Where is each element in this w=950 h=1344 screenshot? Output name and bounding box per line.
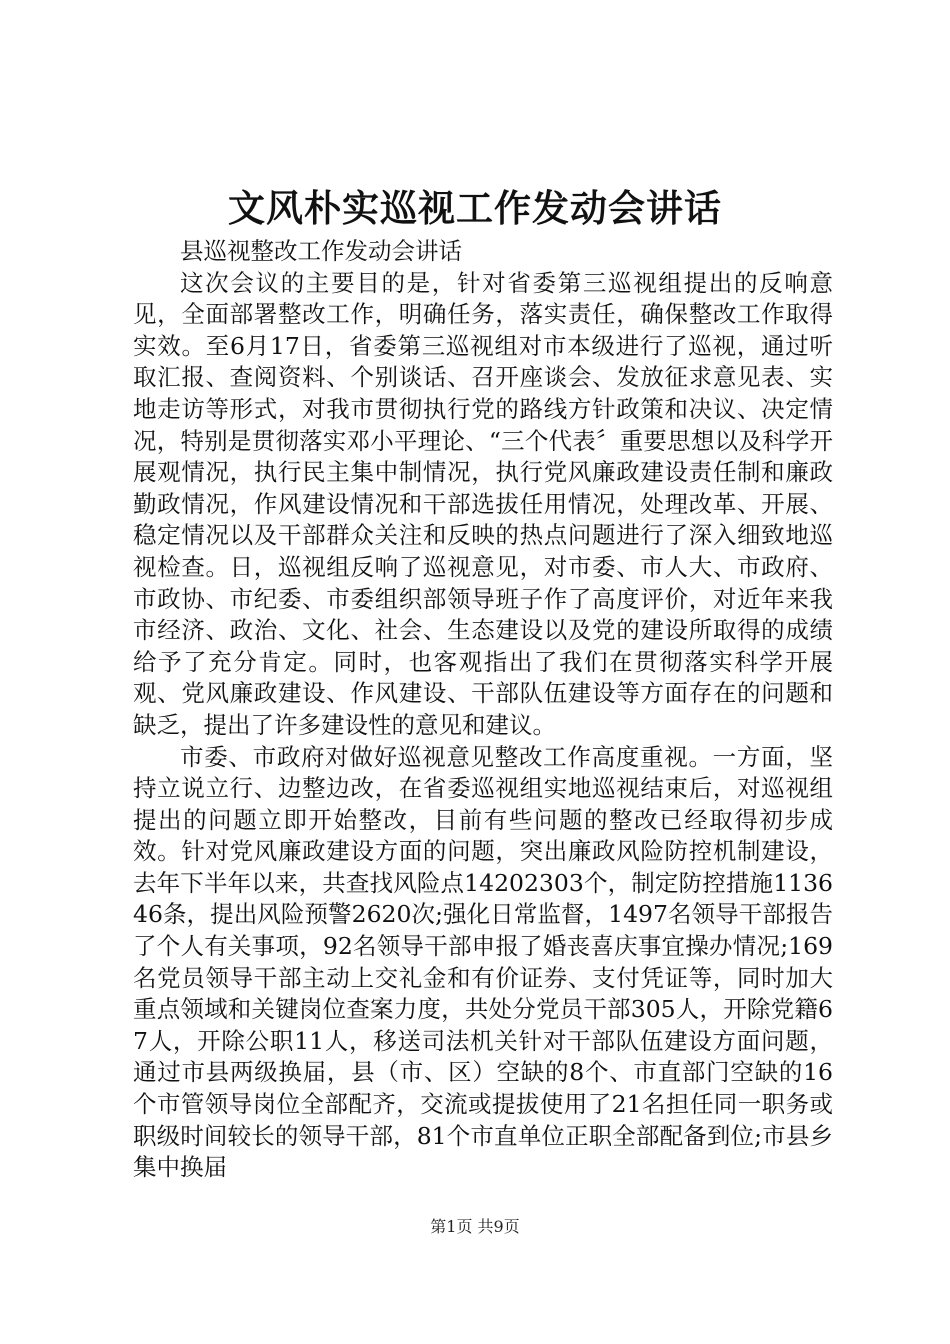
document-body bbox=[133, 236, 833, 1184]
subtitle-paragraph: 县巡视整改工作发动会讲话 bbox=[180, 237, 462, 265]
body-paragraph: 市委、市政府对做好巡视意见整改工作高度重视。一方面，坚持立说立行、边整边改，在省委巡视组实地巡视结束后，对巡视组提出的问题立即开始整改，目前有些问题的整改已经取得初步成效。针对党风廉政建设方面的问题，突出廉政风险防控机制建设，去年下半年以来，共查找风险点14202303个，制定防控措施113646条，提出风险预警2620次;强化日常监督，1497名领导干部报告了个人有关事项，92名领导干部申报了婚丧喜庆事宜操办情况;169名党员领导干部主动上交礼金和有价证券、支付凭证等，同时加大重点领域和关键岗位查案力度，共处分党员干部305人，开除党籍67人，开除公职11人，移送司法机关针对干部队伍建设方面问题，通过市县两级换届，县（市、区）空缺的8个、市直部门空缺的16个市管领导岗位全部配齐，交流或提拔使用了21名担任同一职务或职级时间较长的领导干部，81个市直单位正职全部配备到位;市县乡集中换届 bbox=[133, 742, 833, 1182]
document-title: 文风朴实巡视工作发动会讲话 bbox=[228, 186, 722, 230]
body-paragraph: 这次会议的主要目的是，针对省委第三巡视组提出的反响意见，全面部署整改工作，明确任务，落实责任，确保整改工作取得实效。至6月17日，省委第三巡视组对市本级进行了巡视，通过听取汇报、查阅资料、个别谈话、召开座谈会、发放征求意见表、实地走访等形式，对我市贯彻执行党的路线方针政策和决议、决定情况，特别是贯彻落实邓小平理论、“三个代表〞重要思想以及科学开展观情况，执行民主集中制情况，执行党风廉政建设责任制和廉政勤政情况，作风建设情况和干部选拔任用情况，处理改革、开展、稳定情况以及干部群众关注和反映的热点问题进行了深入细致地巡视检查。日，巡视组反响了巡视意见，对市委、市人大、市政府、市政协、市纪委、市委组织部领导班子作了高度评价，对近年来我市经济、政治、文化、社会、生态建设以及党的建设所取得的成绩给予了充分肯定。同时，也客观指出了我们在贯彻落实科学开展观、党风廉政建设、作风建设、干部队伍建设等方面存在的问题和缺乏，提出了许多建设性的意见和建议。 bbox=[133, 268, 833, 739]
page-number: 第1页 共9页 bbox=[430, 1217, 520, 1236]
